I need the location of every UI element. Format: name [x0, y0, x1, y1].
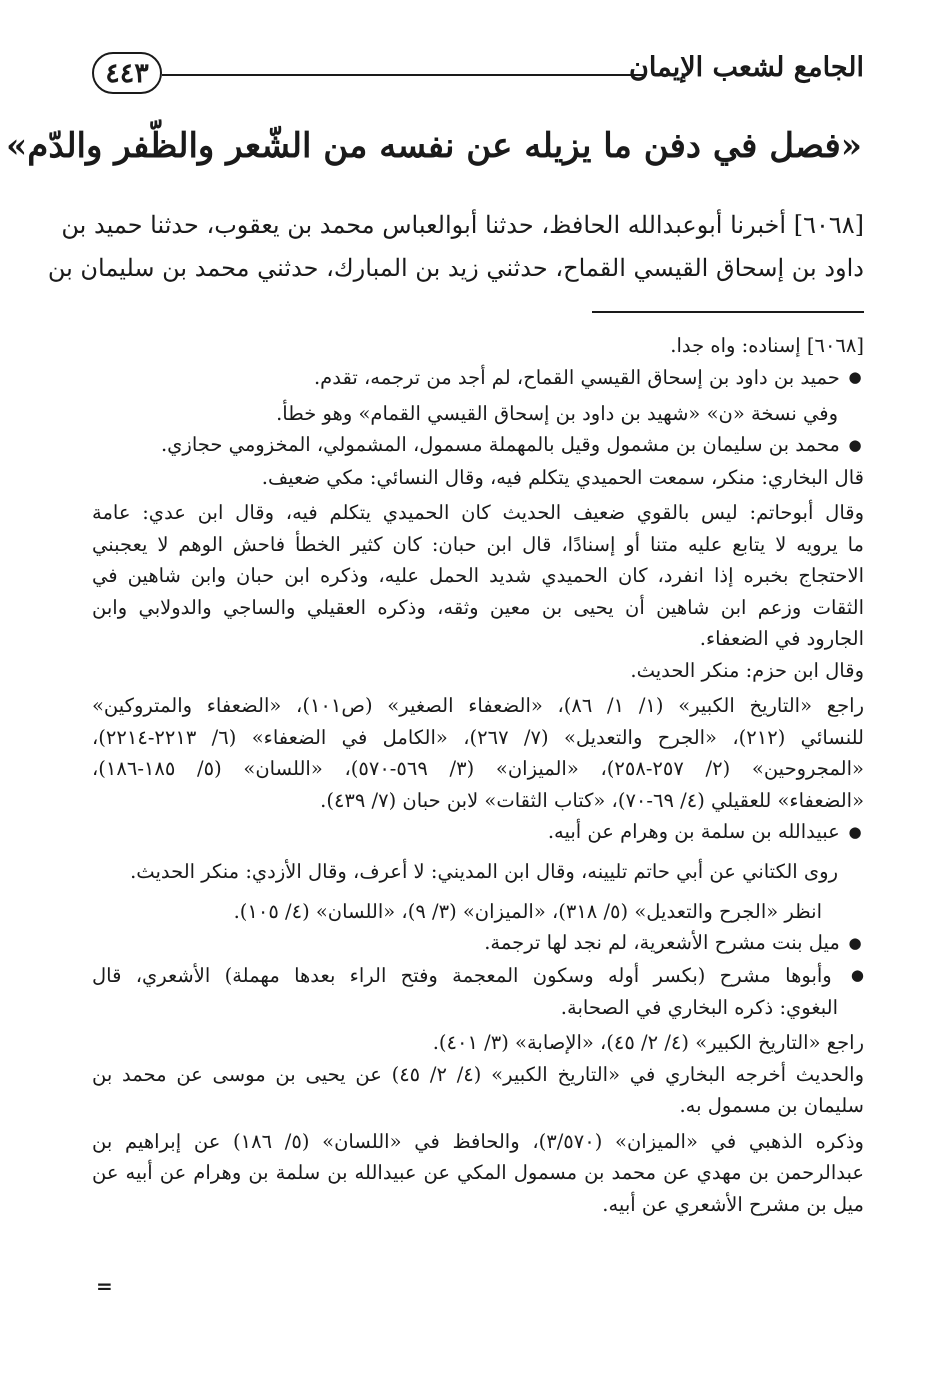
hadith-text — [47, 204, 864, 290]
footnote-line: روى الكتاني عن أبي حاتم تليينه، وقال ابن المديني: لا أعرف، وقال الأزدي: منكر الحديث. — [130, 860, 838, 884]
footnote-line: البغوي: ذكره البخاري في الصحابة. — [560, 995, 838, 1019]
bullet-icon: ● — [848, 368, 862, 387]
footnote-line: «الضعفاء» للعقيلي (٤/ ٦٩-٧٠)، «كتاب الثقات» لابن حبان (٧/ ٤٣٩). — [320, 788, 864, 812]
footnote-line: راجع «التاريخ الكبير» (٤/ ٢/ ٤٥)، «الإصابة» (٣/ ٤٠١). — [432, 1031, 864, 1055]
hadith-line: [٦٠٦٨] أخبرنا أبوعبدالله الحافظ، حدثنا أبوالعباس محمد بن يعقوب، حدثنا حميد بن — [61, 211, 864, 239]
footnote — [92, 330, 864, 1220]
footnote-line: حميد بن داود بن إسحاق القيسي القماح، لم أجد من ترجمه، تقدم. — [313, 365, 840, 389]
footnote-separator — [592, 311, 864, 313]
footnote-line: محمد بن سليمان بن مشمول وقيل بالمهملة مسمول، المشمولي، المخزومي حجازي. — [160, 433, 840, 457]
footnote-line: انظر «الجرح والتعديل» (٥/ ٣١٨)، «الميزان» (٣/ ٩)، «اللسان» (٤/ ١٠٥). — [233, 899, 822, 923]
bullet-icon: ● — [848, 934, 862, 952]
page-number: ٤٤٣ — [92, 52, 162, 94]
footnote-heading: [٦٠٦٨] إسناده: واه جدا. — [670, 334, 864, 357]
footnote-line: عبدالرحمن بن مهدي عن محمد بن مسمول المكي عن عبيدالله بن سلمة بن وهرام عن أبيه عن — [92, 1161, 864, 1185]
bullet-icon: ● — [850, 966, 864, 985]
footnote-bullet-item — [92, 429, 864, 461]
section-title: «فصل في دفن ما يزيله عن نفسه من الشّعر والظّفر والدّم» — [6, 126, 862, 166]
bullet-icon: ● — [848, 436, 862, 454]
running-title: الجامع لشعب الإيمان — [629, 52, 864, 83]
footnote-line: للنسائي (٢١٢)، «الجرح والتعديل» (٧/ ٢٦٧)، «الكامل في الضعفاء» (٦/ ٢٢١٣-٢٢١٤)، — [92, 725, 864, 749]
footnote-line: والحديث أخرجه البخاري في «التاريخ الكبير» (٤/ ٢/ ٤٥) عن يحيى بن موسى عن محمد بن — [92, 1062, 864, 1086]
footnote-line: راجع «التاريخ الكبير» (١/ ١/ ٨٦)، «الضعفاء الصغير» (ص١٠١)، «الضعفاء والمتروكين» — [92, 694, 865, 717]
header-rule — [162, 74, 644, 76]
footnote-line: وقال أبوحاتم: ليس بالقوي ضعيف الحديث كان الحميدي يتكلم فيه، وقال ابن عدي: عامة — [92, 501, 864, 524]
footnote-line: الثقات وزعم ابن شاهين أن يحيى بن معين وثقه، وذكره العقيلي والساجي والدولابي وابن — [92, 595, 864, 619]
footnote-bullet-item — [92, 960, 864, 992]
running-header — [92, 44, 864, 108]
footnote-bullet-item — [92, 816, 864, 848]
footnote-line: الجارود في الضعفاء. — [699, 627, 864, 650]
bullet-icon: ● — [848, 822, 862, 841]
footnote-line: ما يرويه لا يتابع عليه متنا أو إسنادًا، قال ابن حبان: كان كثير الخطأ فاحش الوهم لا يعجبني — [92, 532, 864, 556]
footnote-bullet-item — [92, 927, 864, 959]
footnote-line: ميل بن مشرح الأشعري عن أبيه. — [602, 1192, 864, 1216]
footnote-line: ميل بنت مشرح الأشعرية، لم نجد لها ترجمة. — [484, 931, 840, 955]
footnote-line: سليمان بن مسمول به. — [679, 1094, 864, 1118]
footnote-line: وأبوها مشرح (بكسر أوله وسكون المعجمة وفتح الراء بعدها مهملة) الأشعري، قال — [92, 963, 832, 987]
footnote-line: وقال ابن حزم: منكر الحديث. — [630, 658, 864, 682]
footnote-line: وذكره الذهبي في «الميزان» (٣/٥٧٠)، والحافظ في «اللسان» (٥/ ١٨٦) عن إبراهيم بن — [92, 1129, 864, 1153]
footnote-line: الاحتجاج بخبره إذا انفرد، كان الحميدي شديد الحمل عليه، وذكره ابن حبان وابن شاهين في — [92, 564, 864, 587]
footnote-line: قال البخاري: منكر، سمعت الحميدي يتكلم فيه، وقال النسائي: مكي ضعيف. — [261, 465, 864, 489]
hadith-line: داود بن إسحاق القيسي القماح، حدثني زيد بن المبارك، حدثني محمد بن سليمان بن — [47, 254, 864, 282]
footnote-bullet-item — [92, 362, 864, 394]
footnote-line: «المجروحين» (٢/ ٢٥٧-٢٥٨)، «الميزان» (٣/ ٥٦٩-٥٧٠)، «اللسان» (٥/ ١٨٥-١٨٦)، — [92, 757, 864, 780]
continuation-mark: = — [96, 1274, 113, 1298]
footnote-line: وفي نسخة «ن» «شهيد بن داود بن إسحاق القيسي القمام» وهو خطأ. — [276, 401, 838, 425]
footnote-line: عبيدالله بن سلمة بن وهرام عن أبيه. — [547, 820, 840, 843]
